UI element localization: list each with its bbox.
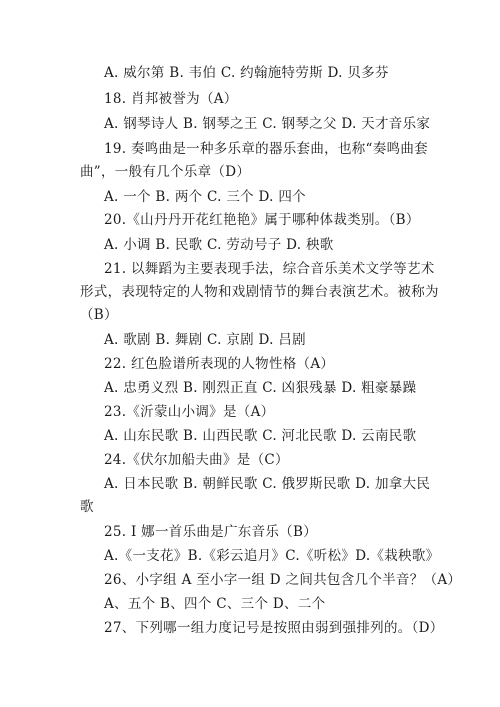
- answer-options-17: A. 威尔第 B. 韦伯 C. 约翰施特劳斯 D. 贝多芬: [104, 65, 389, 81]
- question-21-answer: （B）: [80, 307, 118, 323]
- answer-options-18: A. 钢琴诗人 B. 钢琴之王 C. 钢琴之父 D. 天才音乐家: [104, 116, 431, 132]
- answer-options-22: A. 忠勇义烈 B. 刚烈正直 C. 凶狠残暴 D. 粗豪暴躁: [104, 380, 417, 396]
- question-25: 25. I 娜一首乐曲是广东音乐（B）: [104, 524, 318, 540]
- answer-options-24-continued: 歌: [80, 499, 94, 515]
- question-21-continued: 形式，表现特定的人物和戏剧情节的舞台表演艺术。被称为: [80, 284, 439, 300]
- answer-options-24: A. 日本民歌 B. 朝鲜民歌 C. 俄罗斯民歌 D. 加拿大民: [104, 476, 431, 492]
- question-19-continued: 曲”，一般有几个乐章（D）: [80, 164, 251, 180]
- question-21: 21. 以舞蹈为主要表现手法，综合音乐美术文学等艺术: [104, 261, 435, 277]
- answer-options-23: A. 山东民歌 B. 山西民歌 C. 河北民歌 D. 云南民歌: [104, 428, 417, 444]
- question-23: 23.《沂蒙山小调》是（A）: [104, 404, 275, 420]
- question-27: 27、下列哪一组力度记号是按照由弱到强排列的。（D）: [104, 620, 444, 636]
- answer-options-20: A. 小调 B. 民歌 C. 劳动号子 D. 秧歌: [104, 237, 334, 253]
- question-19: 19. 奏鸣曲是一种多乐章的器乐套曲，也称“奏鸣曲套: [104, 141, 428, 157]
- question-24: 24.《伏尔加船夫曲》是（C）: [104, 452, 289, 468]
- question-26: 26、小字组 A 至小字一组 D 之间共包含几个半音？（A）: [104, 572, 462, 588]
- question-20: 20.《山丹丹开花红艳艳》属于哪种体裁类别。（B）: [104, 212, 420, 228]
- answer-options-21: A. 歌剧 B. 舞剧 C. 京剧 D. 吕剧: [104, 332, 306, 348]
- question-18: 18. 肖邦被誉为（A）: [104, 91, 238, 107]
- answer-options-19: A. 一个 B. 两个 C. 三个 D. 四个: [104, 189, 306, 205]
- answer-options-26: A、五个 B、四个 C、三个 D、二个: [104, 596, 326, 612]
- answer-options-25: A.《一支花》B.《彩云追月》C.《听松》D.《栽秧歌》: [104, 548, 440, 564]
- question-22: 22. 红色脸谱所表现的人物性格（A）: [104, 356, 335, 372]
